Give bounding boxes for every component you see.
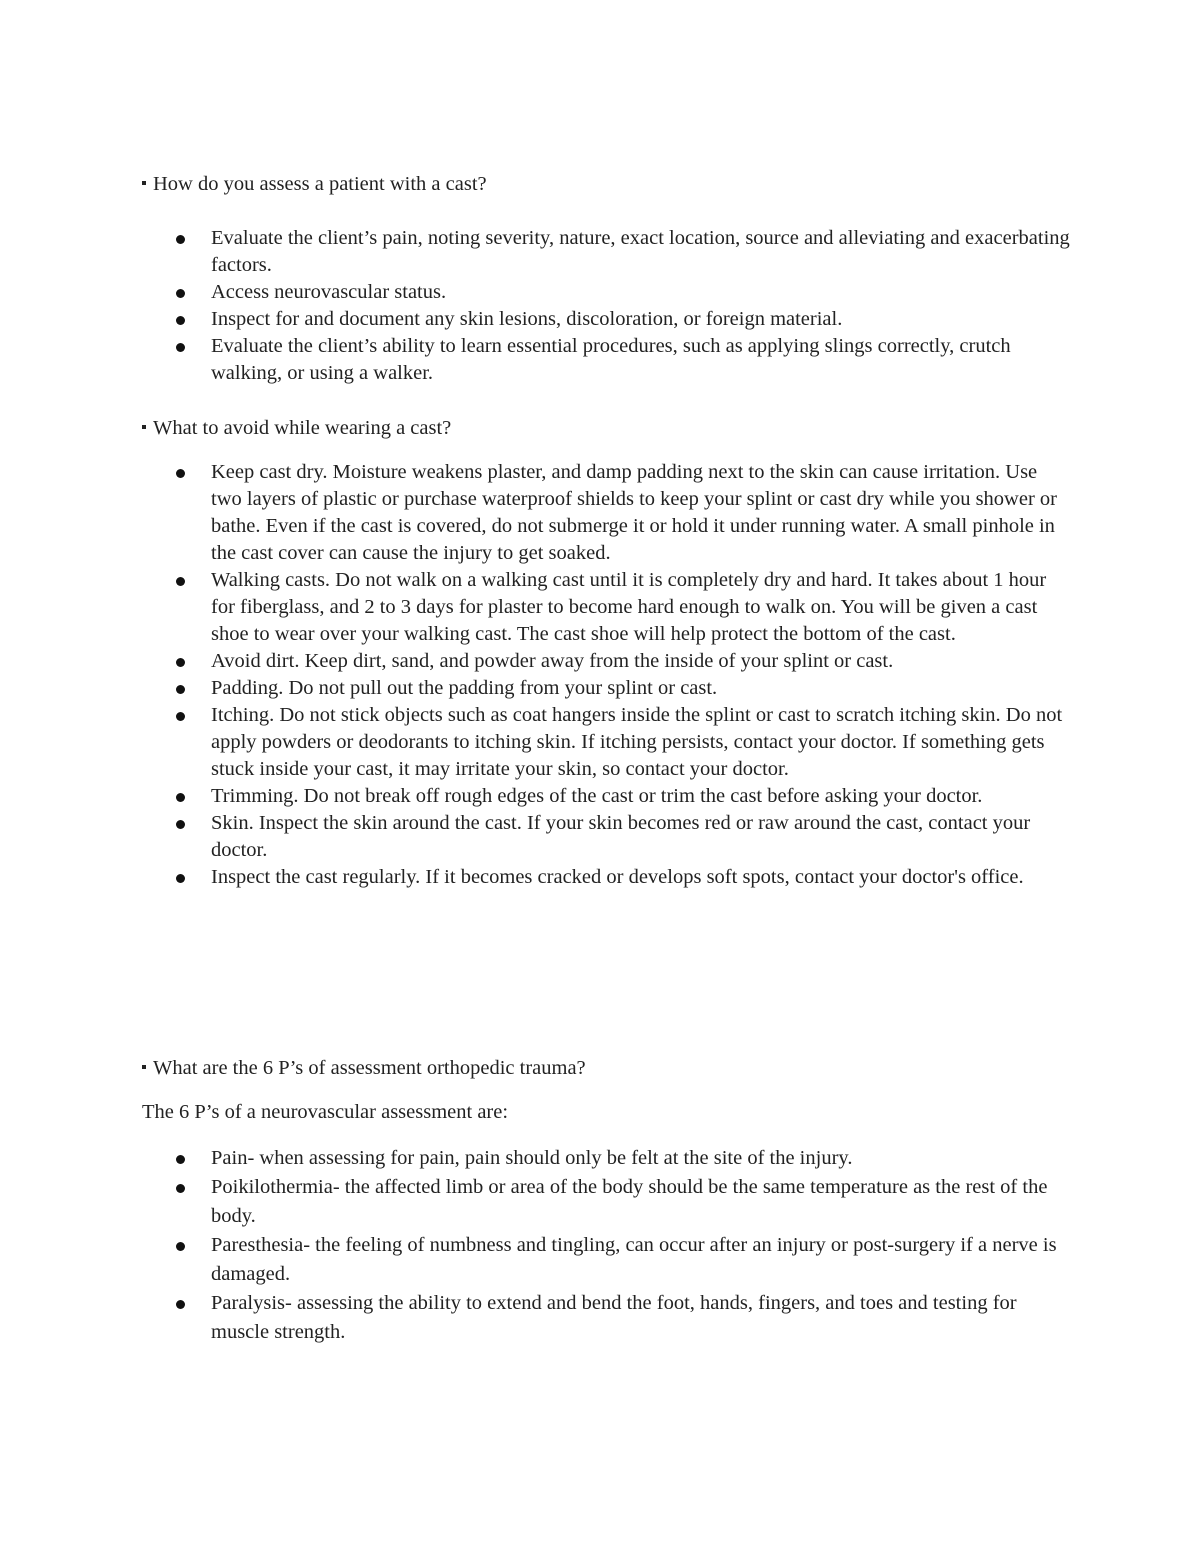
- list-item-text: Walking casts. Do not walk on a walking cast until it is completely dry and hard. It takes about 1 hour for fiberglass, and 2 to 3 days for plaster to become hard enough to walk on. You will be given a cast shoe to wear over your walking cast. The cast shoe will help protect the bottom of the cast.: [211, 569, 1047, 645]
- list-item-text: Avoid dirt. Keep dirt, sand, and powder away from the inside of your splint or cast.: [211, 650, 894, 672]
- bullet-icon: [176, 235, 185, 244]
- list-item: [0, 1144, 1071, 1173]
- list-item: [0, 1173, 1071, 1231]
- square-bullet-icon: [142, 1065, 146, 1069]
- bullet-icon: [176, 1300, 185, 1309]
- bullet-icon: [176, 289, 185, 298]
- question-six-ps: [142, 1055, 586, 1081]
- assessment-list: [0, 225, 1200, 387]
- list-item-text: Evaluate the client’s pain, noting severity, nature, exact location, source and alleviating and exacerbating factors.: [211, 227, 1070, 276]
- question-avoid-cast: [142, 415, 451, 441]
- list-item-text: Skin. Inspect the skin around the cast. If your skin becomes red or raw around the cast, contact your doctor.: [211, 812, 1031, 861]
- list-item-text: Inspect for and document any skin lesions, discoloration, or foreign material.: [211, 308, 843, 330]
- bullet-icon: [176, 343, 185, 352]
- square-bullet-icon: [142, 425, 146, 429]
- list-item: [0, 333, 1071, 387]
- question-text: What are the 6 P’s of assessment orthopedic trauma?: [153, 1057, 586, 1079]
- list-item-text: Trimming. Do not break off rough edges of the cast or trim the cast before asking your doctor.: [211, 785, 983, 807]
- list-item-text: Pain- when assessing for pain, pain should only be felt at the site of the injury.: [211, 1147, 853, 1169]
- list-item-text: Keep cast dry. Moisture weakens plaster, and damp padding next to the skin can cause irritation. Use two layers of plastic or purchase waterproof shields to keep your splint or cast dry while you shower or bathe. Even if the cast is covered, do not submerge it or hold it under running water. A small pinhole in the cast cover can cause the injury to get soaked.: [211, 461, 1057, 564]
- bullet-icon: [176, 1242, 185, 1251]
- list-item: [0, 783, 1071, 810]
- list-item: [0, 1289, 1071, 1347]
- list-item-text: Itching. Do not stick objects such as coat hangers inside the splint or cast to scratch itching skin. Do not apply powders or deodorants to itching skin. If itching persists, contact your doctor. If something gets stuck inside your cast, it may irritate your skin, so contact your doctor.: [211, 704, 1063, 780]
- square-bullet-icon: [142, 181, 146, 185]
- bullet-icon: [176, 316, 185, 325]
- bullet-icon: [176, 685, 185, 694]
- bullet-icon: [176, 469, 185, 478]
- bullet-icon: [176, 1155, 185, 1164]
- bullet-icon: [176, 658, 185, 667]
- avoid-list: [0, 459, 1200, 891]
- list-item-text: Evaluate the client’s ability to learn essential procedures, such as applying slings correctly, crutch walking, or using a walker.: [211, 335, 1011, 384]
- six-ps-intro: The 6 P’s of a neurovascular assessment are:: [142, 1101, 509, 1123]
- list-item: [0, 459, 1071, 567]
- list-item: [0, 1231, 1071, 1289]
- list-item-text: Paresthesia- the feeling of numbness and tingling, can occur after an injury or post-surgery if a nerve is damaged.: [211, 1234, 1057, 1285]
- list-item: [0, 648, 1071, 675]
- question-assess-cast: [142, 171, 487, 197]
- list-item: [0, 225, 1071, 279]
- list-item: [0, 567, 1071, 648]
- list-item: [0, 279, 1071, 306]
- question-text: How do you assess a patient with a cast?: [153, 173, 487, 195]
- list-item: [0, 702, 1071, 783]
- list-item-text: Padding. Do not pull out the padding from your splint or cast.: [211, 677, 718, 699]
- list-item-text: Paralysis- assessing the ability to extend and bend the foot, hands, fingers, and toes and testing for muscle strength.: [211, 1292, 1017, 1343]
- list-item-text: Inspect the cast regularly. If it becomes cracked or develops soft spots, contact your doctor's office.: [211, 866, 1024, 888]
- six-ps-list: [0, 1144, 1200, 1347]
- list-item: [0, 864, 1071, 891]
- list-item-text: Poikilothermia- the affected limb or area of the body should be the same temperature as the rest of the body.: [211, 1176, 1048, 1227]
- bullet-icon: [176, 712, 185, 721]
- bullet-icon: [176, 577, 185, 586]
- list-item: [0, 810, 1071, 864]
- bullet-icon: [176, 874, 185, 883]
- list-item-text: Access neurovascular status.: [211, 281, 447, 303]
- list-item: [0, 675, 1071, 702]
- list-item: [0, 306, 1071, 333]
- bullet-icon: [176, 793, 185, 802]
- bullet-icon: [176, 820, 185, 829]
- bullet-icon: [176, 1184, 185, 1193]
- question-text: What to avoid while wearing a cast?: [153, 417, 452, 439]
